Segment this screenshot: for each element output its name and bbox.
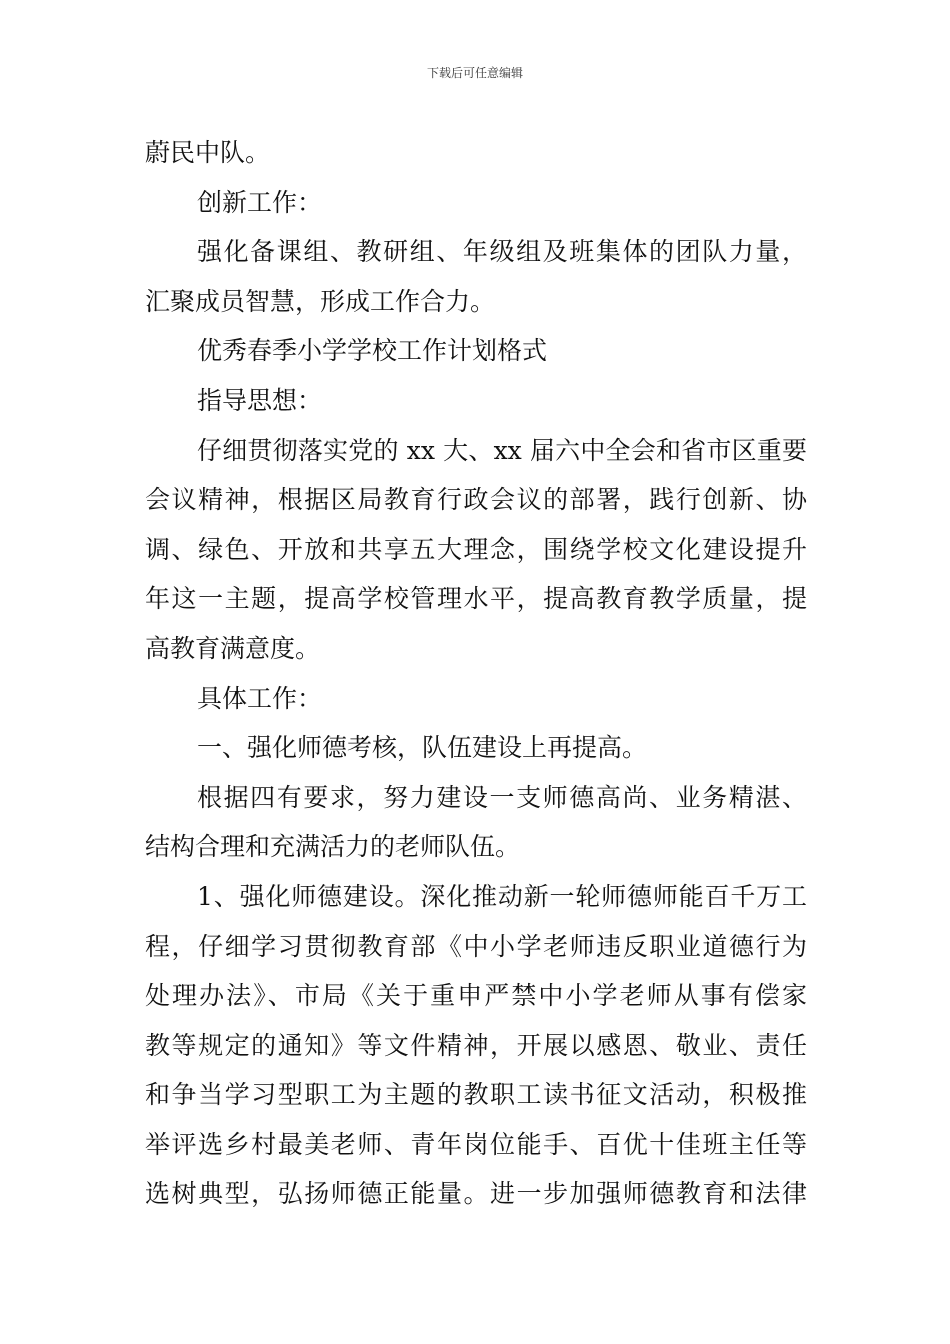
text-line: 具体工作： <box>197 683 323 713</box>
text-line: 强化备课组、教研组、年级组及班集体的团队力量， <box>197 237 807 267</box>
text-line: 高教育满意度。 <box>145 633 321 663</box>
text-line: 一、强化师德考核，队伍建设上再提高。 <box>197 733 648 763</box>
text-line: 和争当学习型职工为主题的教职工读书征文活动，积极推 <box>145 1080 807 1110</box>
text-line: 年这一主题，提高学校管理水平，提高教育教学质量，提 <box>145 584 807 614</box>
text-line: 创新工作： <box>197 187 323 217</box>
text-line: 处理办法》、市局《关于重申严禁中小学老师从事有偿家 <box>145 981 807 1011</box>
text-line: 指导思想： <box>197 385 323 415</box>
text-line: 蔚民中队。 <box>145 138 271 167</box>
text-line: 根据四有要求，努力建设一支师德高尚、业务精湛、 <box>197 782 807 812</box>
text-line: 程，仔细学习贯彻教育部《中小学老师违反职业道德行为 <box>145 931 807 961</box>
text-line: 仔细贯彻落实党的 xx 大、xx 届六中全会和省市区重要 <box>197 435 807 465</box>
text-line: 结构合理和充满活力的老师队伍。 <box>145 832 521 862</box>
text-line: 优秀春季小学学校工作计划格式 <box>197 336 548 366</box>
text-line: 会议精神，根据区局教育行政会议的部署，践行创新、协 <box>145 485 807 515</box>
text-line: 汇聚成员智慧，形成工作合力。 <box>145 286 496 316</box>
text-line: 举评选乡村最美老师、青年岗位能手、百优十佳班主任等 <box>145 1129 807 1159</box>
text-line: 选树典型，弘扬师德正能量。进一步加强师德教育和法律 <box>145 1179 807 1209</box>
text-line: 1、强化师德建设。深化推动新一轮师德师能百千万工 <box>197 881 807 911</box>
text-line: 教等规定的通知》等文件精神，开展以感恩、敬业、责任 <box>145 1030 807 1060</box>
document-body <box>145 128 807 1219</box>
page-header-note: 下载后可任意编辑 <box>426 66 523 80</box>
text-line: 调、绿色、开放和共享五大理念，围绕学校文化建设提升 <box>145 534 807 564</box>
